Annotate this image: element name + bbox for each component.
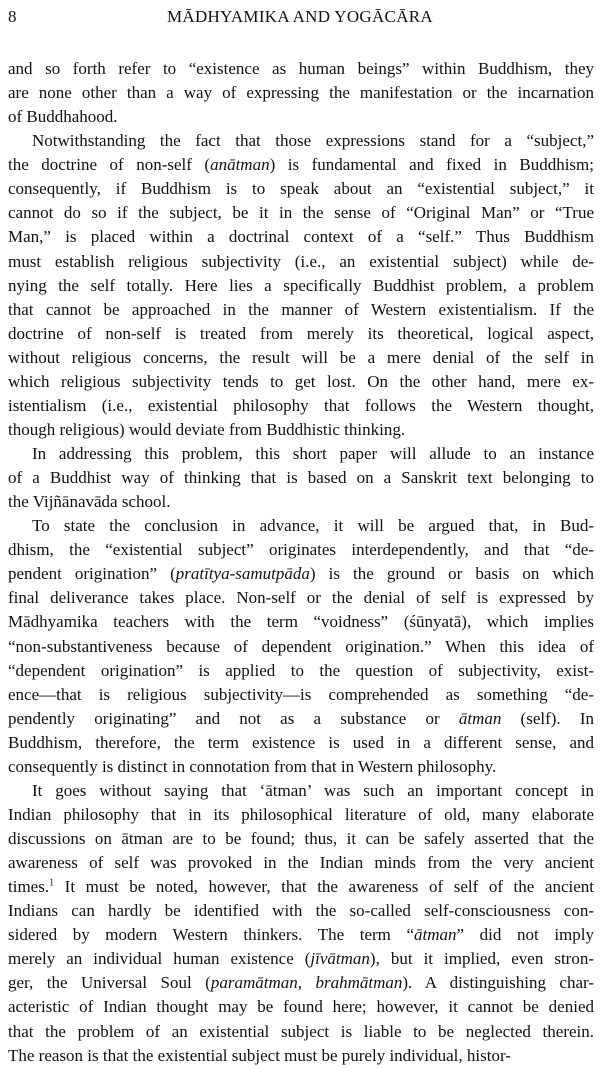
text-line: cannot do so if the subject, be it in the sense of “Original Man” or “True [8, 203, 594, 223]
text-line: of a Buddhist way of thinking that is based on a Sanskrit text belonging to [8, 468, 594, 488]
running-head: MĀDHYAMIKA AND YOGĀCĀRA [166, 7, 433, 26]
text-line: It goes without saying that ‘ātman’ was such an important concept in [32, 780, 594, 800]
text-line: Notwithstanding the fact that those expressions stand for a “subject,” [32, 131, 594, 151]
text-line: The reason is that the existential subject must be purely individual, histor- [8, 1045, 511, 1065]
text-line: and so forth refer to “existence as human beings” within Buddhism, they [8, 59, 594, 78]
text-line: times.$^1$ It must be noted, however, that the awareness of self of the ancient [8, 877, 594, 897]
text-line: without religious concerns, the result will be a mere denial of the self in [8, 347, 594, 367]
text-line: dhism, the “existential subject” originates interdependently, and that “de- [8, 540, 594, 560]
text-line: pendently originating” and not as a substance or ātman (self). In [8, 708, 594, 728]
text-line: Indian philosophy that in its philosophical literature of old, many elaborate [8, 804, 594, 824]
text-line: To state the conclusion in advance, it will be argued that, in Bud- [32, 516, 594, 536]
text-line: acteristic of Indian thought may be found here; however, it cannot be denied [8, 997, 594, 1017]
text-line: doctrine of non-self is treated from merely its theoretical, logical aspect, [8, 323, 594, 343]
body-text [8, 57, 594, 1068]
text-line: Man,” is placed within a doctrinal context of a “self.” Thus Buddhism [8, 227, 594, 247]
paragraph [8, 779, 594, 1068]
text-line: the Vijñānavāda school. [8, 492, 171, 512]
paragraph [8, 442, 594, 514]
text-line: Indians can hardly be identified with the so-called self-consciousness con- [8, 901, 594, 921]
text-line: istentialism (i.e., existential philosophy that follows the Western thought, [8, 395, 594, 415]
text-line: of Buddhahood. [8, 107, 118, 127]
paragraph [8, 129, 594, 442]
text-line: Mādhyamika teachers with the term “voidness” (śūnyatā), which implies [8, 612, 594, 632]
text-line: though religious) would deviate from Buddhistic thinking. [8, 419, 406, 439]
text-line: awareness of self was provoked in the Indian minds from the very ancient [8, 853, 594, 873]
text-line: that cannot be approached in the manner of Western existentialism. If the [8, 299, 594, 319]
page-number: 8 [8, 7, 17, 26]
text-line: that the problem of an existential subject is liable to be neglected therein. [8, 1021, 594, 1041]
text-line: “dependent origination” is applied to the question of subjectivity, exist- [8, 660, 594, 680]
page-header [8, 4, 592, 30]
text-line: Buddhism, therefore, the term existence is used in a different sense, and [8, 732, 594, 752]
text-line: final deliverance takes place. Non-self or the denial of self is expressed by [8, 588, 594, 608]
text-line: ger, the Universal Soul (paramātman, brahmātman). A distinguishing char- [8, 973, 594, 993]
text-line: the doctrine of non-self (anātman) is fundamental and fixed in Buddhism; [8, 155, 594, 175]
text-line: must establish religious subjectivity (i.e., an existential subject) while de- [8, 251, 594, 271]
text-line: “non-substantiveness because of dependent origination.” When this idea of [8, 636, 594, 656]
text-line: pendent origination” (pratītya-samutpāda) is the ground or basis on which [8, 564, 594, 584]
text-line: which religious subjectivity tends to get lost. On the other hand, mere ex- [8, 371, 594, 391]
paragraph [8, 514, 594, 779]
text-line: consequently is distinct in connotation from that in Western philosophy. [8, 756, 497, 776]
text-line: sidered by modern Western thinkers. The term “ātman” did not imply [8, 925, 594, 945]
text-line: In addressing this problem, this short paper will allude to an instance [32, 444, 594, 463]
text-line: ence—that is religious subjectivity—is comprehended as something “de- [8, 684, 594, 704]
text-line: are none other than a way of expressing the manifestation or the incarnation [8, 83, 594, 103]
text-line: discussions on ātman are to be found; thus, it can be safely asserted that the [8, 829, 594, 848]
text-line: consequently, if Buddhism is to speak about an “existential subject,” it [8, 179, 594, 199]
paragraph [8, 57, 594, 129]
text-line: nying the self totally. Here lies a specifically Buddhist problem, a problem [8, 275, 594, 295]
text-line: merely an individual human existence (jīvātman), but it implied, even stron- [8, 949, 594, 969]
